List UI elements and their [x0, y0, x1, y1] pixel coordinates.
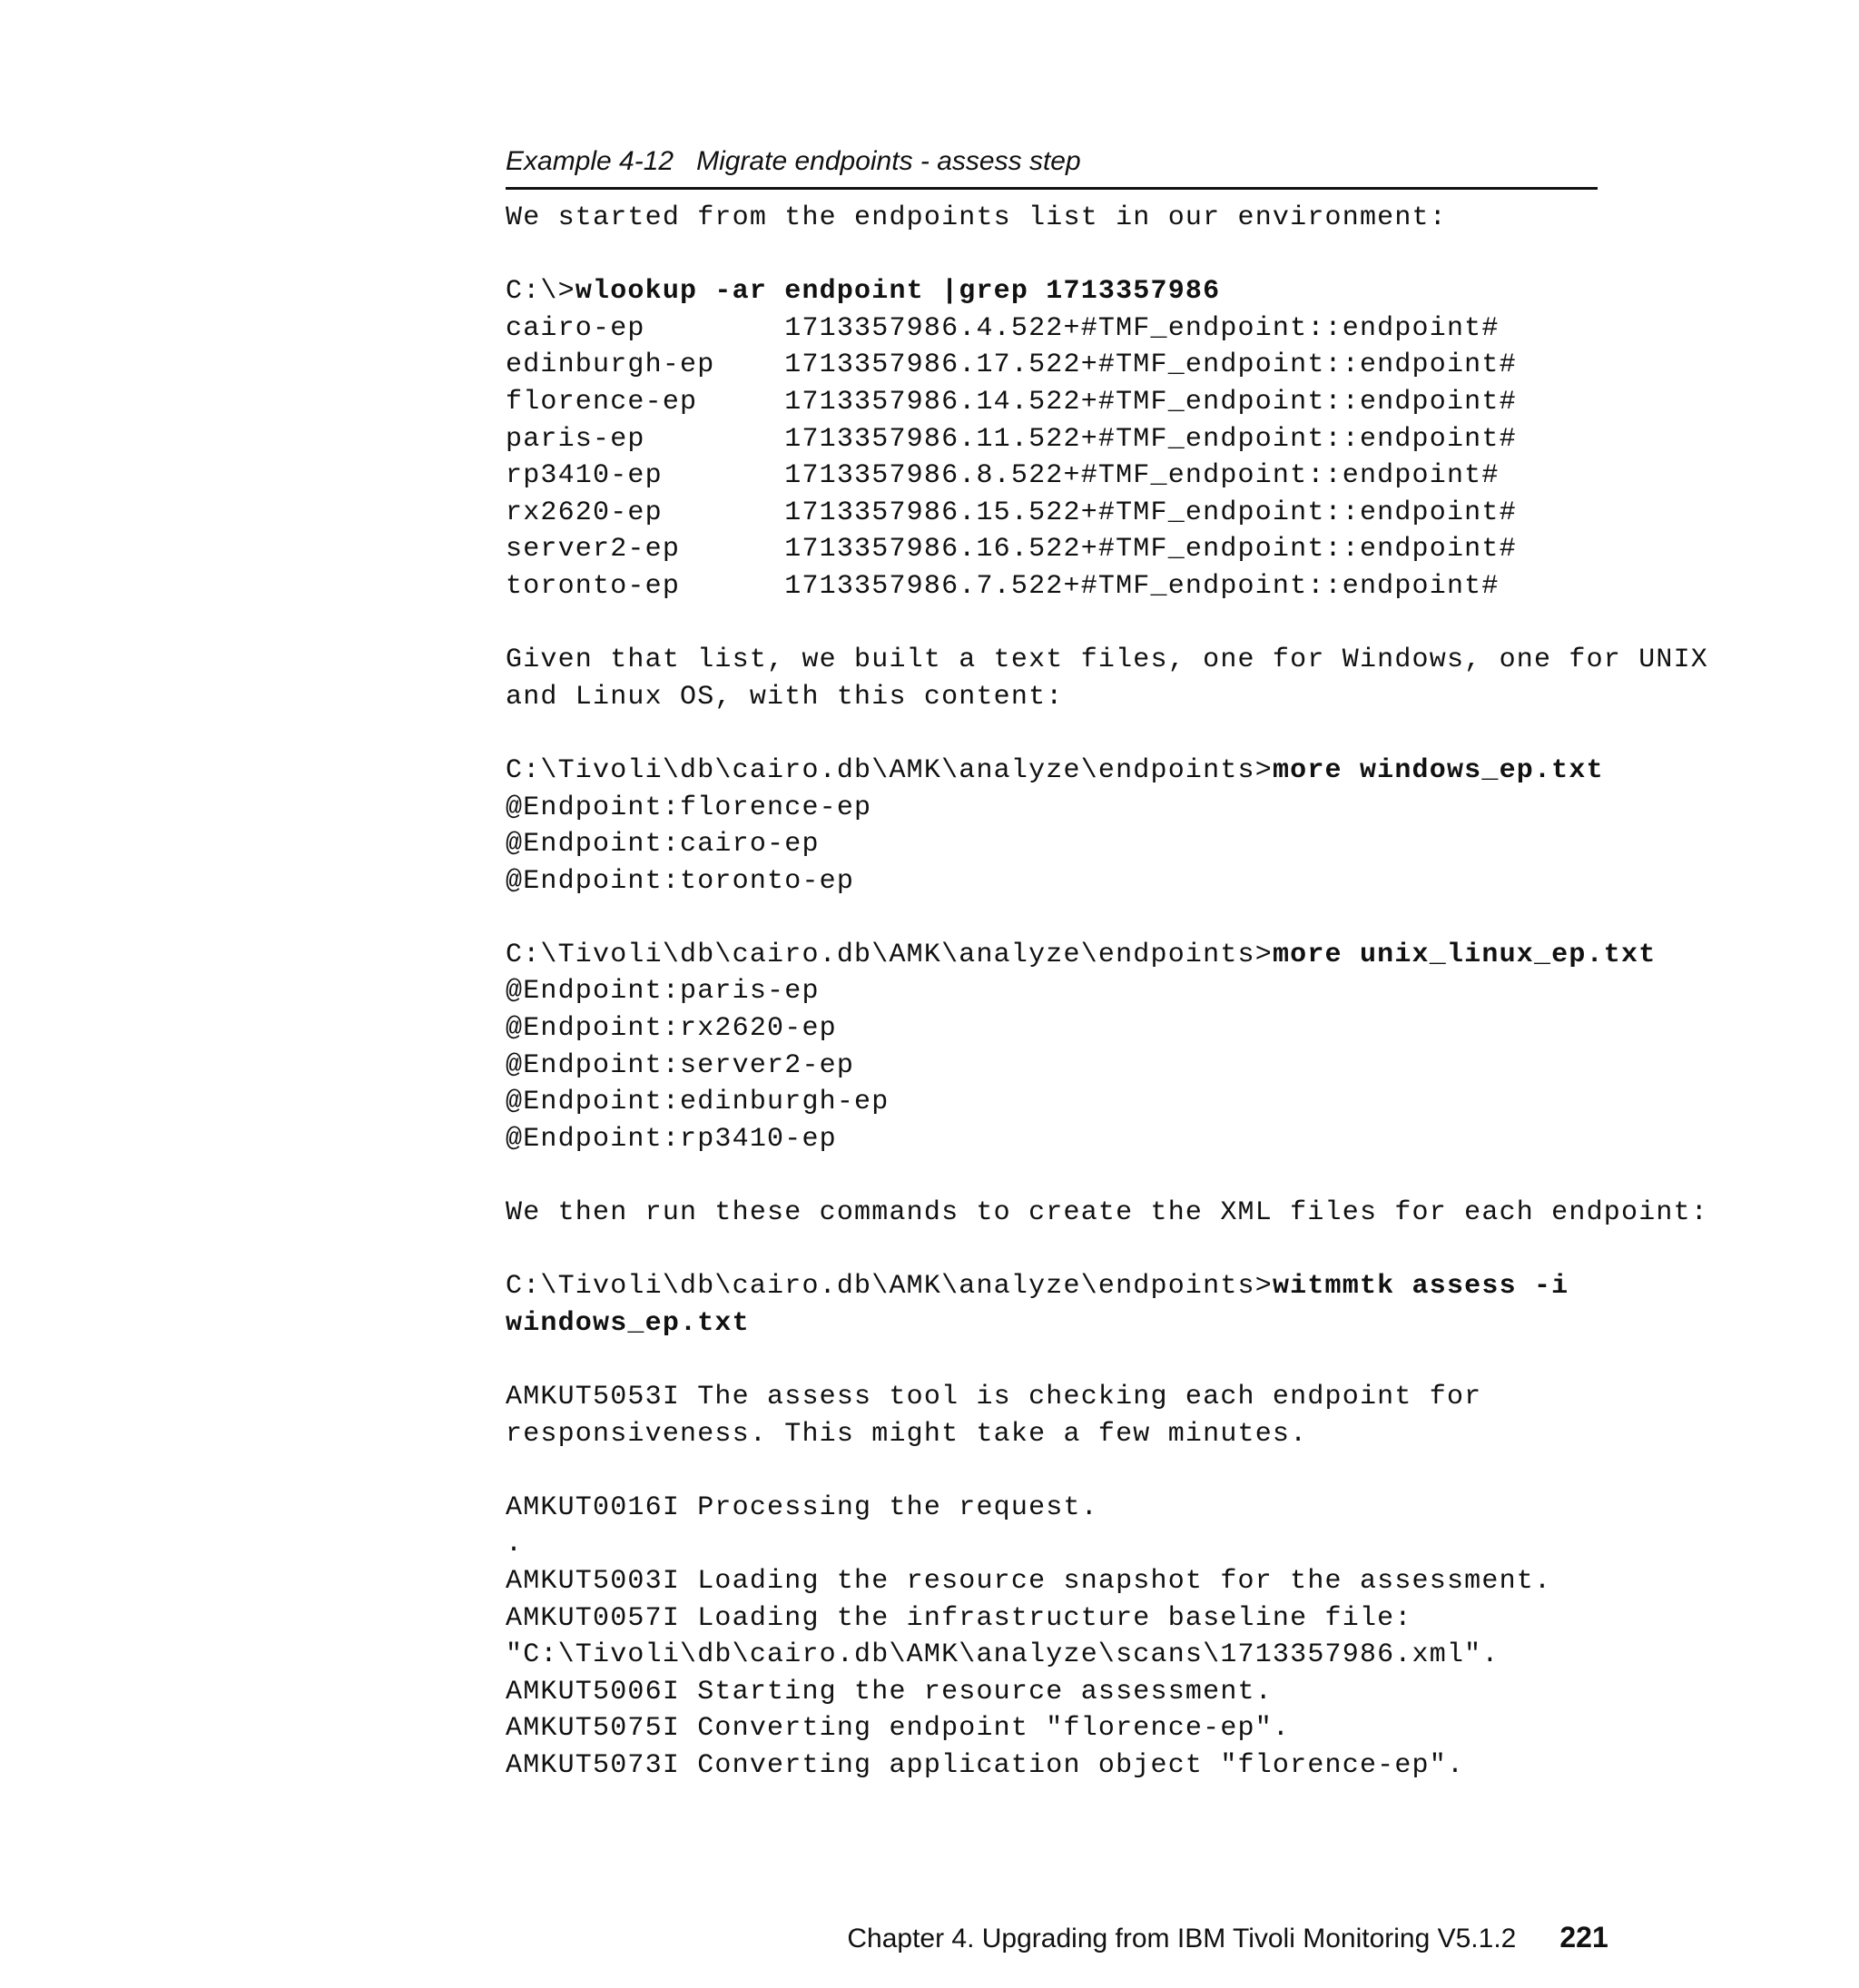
code-line-text: C:\Tivoli\db\cairo.db\AMK\analyze\endpoints> — [506, 754, 1273, 786]
code-line-text: responsiveness. This might take a few minutes. — [506, 1418, 1308, 1450]
code-line-text: @Endpoint:edinburgh-ep — [506, 1087, 890, 1118]
code-line-text: AMKUT5075I Converting endpoint "florence-ep". — [506, 1713, 1291, 1745]
code-line-text: paris-ep 1713357986.11.522+#TMF_endpoint::endpoint# — [506, 423, 1517, 455]
example-caption: Example 4-12 Migrate endpoints - assess step — [506, 146, 1081, 176]
code-line-text: We then run these commands to create the XML files for each endpoint: — [506, 1197, 1709, 1229]
code-line — [506, 1121, 1595, 1158]
chapter-title: Chapter 4. Upgrading from IBM Tivoli Monitoring V5.1.2 — [847, 1924, 1517, 1954]
code-line — [506, 1157, 1595, 1195]
code-line — [506, 1416, 1595, 1453]
code-line-text: server2-ep 1713357986.16.522+#TMF_endpoint::endpoint# — [506, 534, 1517, 566]
code-line-text: @Endpoint:cairo-ep — [506, 829, 820, 861]
code-line — [506, 900, 1595, 937]
code-line — [506, 495, 1595, 532]
code-line — [506, 1268, 1595, 1305]
code-line-text: Given that list, we built a text files, one for Windows, one for UNIX — [506, 645, 1709, 676]
code-line — [506, 1747, 1595, 1785]
code-line-command: more unix_linux_ep.txt — [1272, 939, 1657, 970]
code-line — [506, 1084, 1595, 1121]
code-line — [506, 421, 1595, 458]
code-line-command: wlookup -ar endpoint |grep 1713357986 — [575, 276, 1221, 308]
code-line — [506, 937, 1657, 974]
code-line — [506, 531, 1595, 568]
code-line-text: @Endpoint:rx2620-ep — [506, 1013, 837, 1045]
code-line — [506, 679, 1595, 716]
code-line — [506, 1637, 1595, 1674]
code-line-text: toronto-ep 1713357986.7.522+#TMF_endpoint::endpoint# — [506, 570, 1500, 602]
code-line — [506, 1342, 1595, 1379]
page-footer — [817, 1888, 1608, 1988]
code-line — [506, 568, 1595, 605]
code-listing — [506, 200, 1709, 1785]
code-line-command: more windows_ep.txt — [1272, 754, 1604, 786]
code-line — [506, 790, 1595, 827]
page-number: 221 — [1559, 1921, 1608, 1954]
code-line-text: C:\> — [506, 276, 575, 308]
code-line-text: AMKUT5073I Converting application object "florence-ep". — [506, 1749, 1465, 1781]
code-line — [506, 200, 1595, 237]
code-line — [506, 384, 1595, 421]
code-line-text: . — [506, 1529, 524, 1560]
code-line — [506, 863, 1595, 901]
code-line — [506, 1048, 1595, 1085]
code-line — [506, 1305, 1595, 1343]
code-line-text: @Endpoint:florence-ep — [506, 792, 872, 823]
code-line — [506, 1195, 1709, 1232]
code-line-command: windows_ep.txt — [506, 1307, 750, 1339]
code-line-text: AMKUT0016I Processing the request. — [506, 1491, 1098, 1523]
code-line-text: florence-ep 1713357986.14.522+#TMF_endpoint::endpoint# — [506, 386, 1517, 418]
code-line-text: @Endpoint:rp3410-ep — [506, 1123, 837, 1155]
code-line-text: AMKUT5006I Starting the resource assessment. — [506, 1676, 1273, 1708]
code-line-text: rx2620-ep 1713357986.15.522+#TMF_endpoint::endpoint# — [506, 497, 1517, 528]
code-line — [506, 1379, 1595, 1416]
code-line — [506, 715, 1595, 753]
code-line — [506, 1710, 1595, 1747]
code-line — [506, 1452, 1595, 1490]
code-line-text: We started from the endpoints list in our environment: — [506, 202, 1447, 233]
code-line — [506, 458, 1595, 495]
code-line — [506, 642, 1709, 679]
code-line-text: @Endpoint:toronto-ep — [506, 865, 855, 897]
code-line-text: AMKUT5053I The assess tool is checking each endpoint for — [506, 1382, 1482, 1412]
code-line-text: @Endpoint:paris-ep — [506, 976, 820, 1008]
code-line — [506, 1490, 1595, 1527]
code-line — [506, 753, 1604, 790]
code-line-text: cairo-ep 1713357986.4.522+#TMF_endpoint::endpoint# — [506, 312, 1500, 344]
code-line — [506, 237, 1595, 274]
code-line — [506, 1232, 1595, 1269]
code-line — [506, 1526, 1595, 1563]
code-line — [506, 1010, 1595, 1048]
code-line — [506, 973, 1595, 1010]
code-line-text: @Endpoint:server2-ep — [506, 1049, 855, 1081]
code-line — [506, 273, 1595, 310]
code-line — [506, 605, 1595, 643]
code-line — [506, 347, 1595, 384]
code-line-text: C:\Tivoli\db\cairo.db\AMK\analyze\endpoints> — [506, 939, 1273, 970]
code-line-text: AMKUT5003I Loading the resource snapshot for the assessment. — [506, 1565, 1552, 1597]
code-line — [506, 826, 1595, 863]
caption-rule — [506, 187, 1598, 190]
code-line — [506, 1674, 1595, 1711]
code-line-command: witmmtk assess -i — [1272, 1271, 1569, 1303]
code-line-text: edinburgh-ep 1713357986.17.522+#TMF_endpoint::endpoint# — [506, 349, 1517, 381]
code-line — [506, 1563, 1595, 1600]
code-line — [506, 310, 1595, 348]
code-line-text: AMKUT0057I Loading the infrastructure baseline file: — [506, 1602, 1412, 1634]
code-line-text: C:\Tivoli\db\cairo.db\AMK\analyze\endpoints> — [506, 1271, 1273, 1303]
code-line — [506, 1600, 1595, 1638]
code-line-text: rp3410-ep 1713357986.8.522+#TMF_endpoint::endpoint# — [506, 460, 1500, 492]
code-line-text: and Linux OS, with this content: — [506, 681, 1064, 713]
code-line-text: "C:\Tivoli\db\cairo.db\AMK\analyze\scans\1713357986.xml". — [506, 1639, 1500, 1671]
